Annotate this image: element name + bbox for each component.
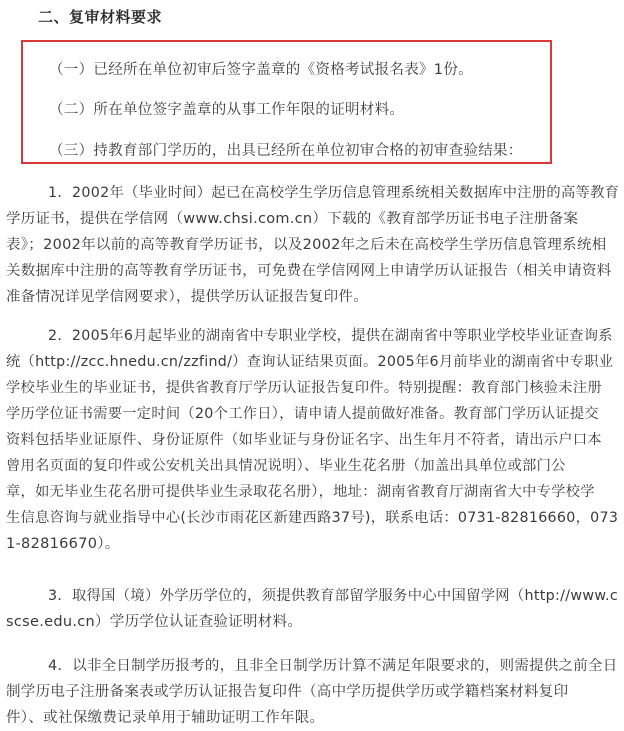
paragraph-1-line: 准备情况详见学信网要求），提供学历认证报告复印件。 [6, 289, 368, 305]
paragraph-3-line: 3．取得国（境）外学历学位的，须提供教育部留学服务中心中国留学网（http://www.c [48, 588, 619, 604]
paragraph-3-line: scse.edu.cn）学历学位认证查验证明材料。 [6, 614, 303, 630]
paragraph-4-line: 件）、或社保缴费记录单用于辅助证明工作年限。 [6, 710, 325, 726]
paragraph-2-line: 学历学位证书需要一定时间（20个工作日），请申请人提前做好准备。教育部门学历认证提交 [6, 406, 599, 422]
highlighted-item-2: （二）所在单位签字盖章的从事工作年限的证明材料。 [49, 102, 405, 118]
paragraph-4-line: 制学历电子注册备案表或学历认证报告复印件（高中学历提供学历或学籍档案材料复印 [6, 684, 569, 700]
paragraph-2-line: 2．2005年6月起毕业的湖南省中专职业学校，提供在湖南省中等职业学校毕业证查询系 [48, 328, 613, 344]
paragraph-2-line: 资料包括毕业证原件、身份证原件（如毕业证与身份证名字、出生年月不符者，请出示户口本 [6, 432, 602, 448]
paragraph-2-line: 章，如无毕业生花名册可提供毕业生录取花名册），地址：湖南省教育厅湖南省大中专学校学 [6, 484, 595, 500]
paragraph-3 [6, 583, 618, 635]
paragraph-4-line: 4．以非全日制学历报考的，且非全日制学历计算不满足年限要求的，则需提供之前全日 [48, 658, 618, 674]
highlighted-item-3: （三）持教育部门学历的，出具已经所在单位初审合格的初审查验结果： [49, 143, 523, 159]
paragraph-2-line: 学校毕业生的毕业证书，提供省教育厅学历认证报告复印件。特别提醒：教育部门核验未注册 [6, 380, 602, 396]
paragraph-2-line: 统（http://zcc.hnedu.cn/zzfind/）查询认证结果页面。2005年6月前毕业的湖南省中专职业 [6, 354, 614, 370]
paragraph-1-line: 1．2002年（毕业时间）起已在高校学生学历信息管理系统相关数据库中注册的高等教育 [48, 185, 620, 201]
paragraph-2-line: 曾用名页面的复印件或公安机关出具情况说明）、毕业生花名册（加盖出具单位或部门公 [6, 458, 566, 474]
paragraph-2-line: 生信息咨询与就业指导中心(长沙市雨花区新建西路37号)，联系电话：0731-82816660，073 [6, 510, 619, 526]
paragraph-2-line: 1-82816670）。 [6, 536, 120, 552]
paragraph-1-line: 学历证书，提供在学信网（www.chsi.com.cn）下载的《教育部学历证书电子注册备案 [6, 211, 579, 227]
paragraph-2 [6, 323, 618, 557]
paragraph-1-line: 表》；2002年以前的高等教育学历证书，以及2002年之后未在高校学生学历信息管理系统相 [6, 237, 607, 253]
paragraph-4 [6, 653, 618, 731]
section-heading: 二、复审材料要求 [38, 8, 163, 26]
highlighted-item-1: （一）已经所在单位初审后签字盖章的《资格考试报名表》1份。 [49, 62, 473, 78]
paragraph-1 [6, 180, 619, 310]
paragraph-1-line: 关数据库中注册的高等教育学历证书，可免费在学信网网上申请学历认证报告（相关申请资料 [6, 263, 612, 279]
